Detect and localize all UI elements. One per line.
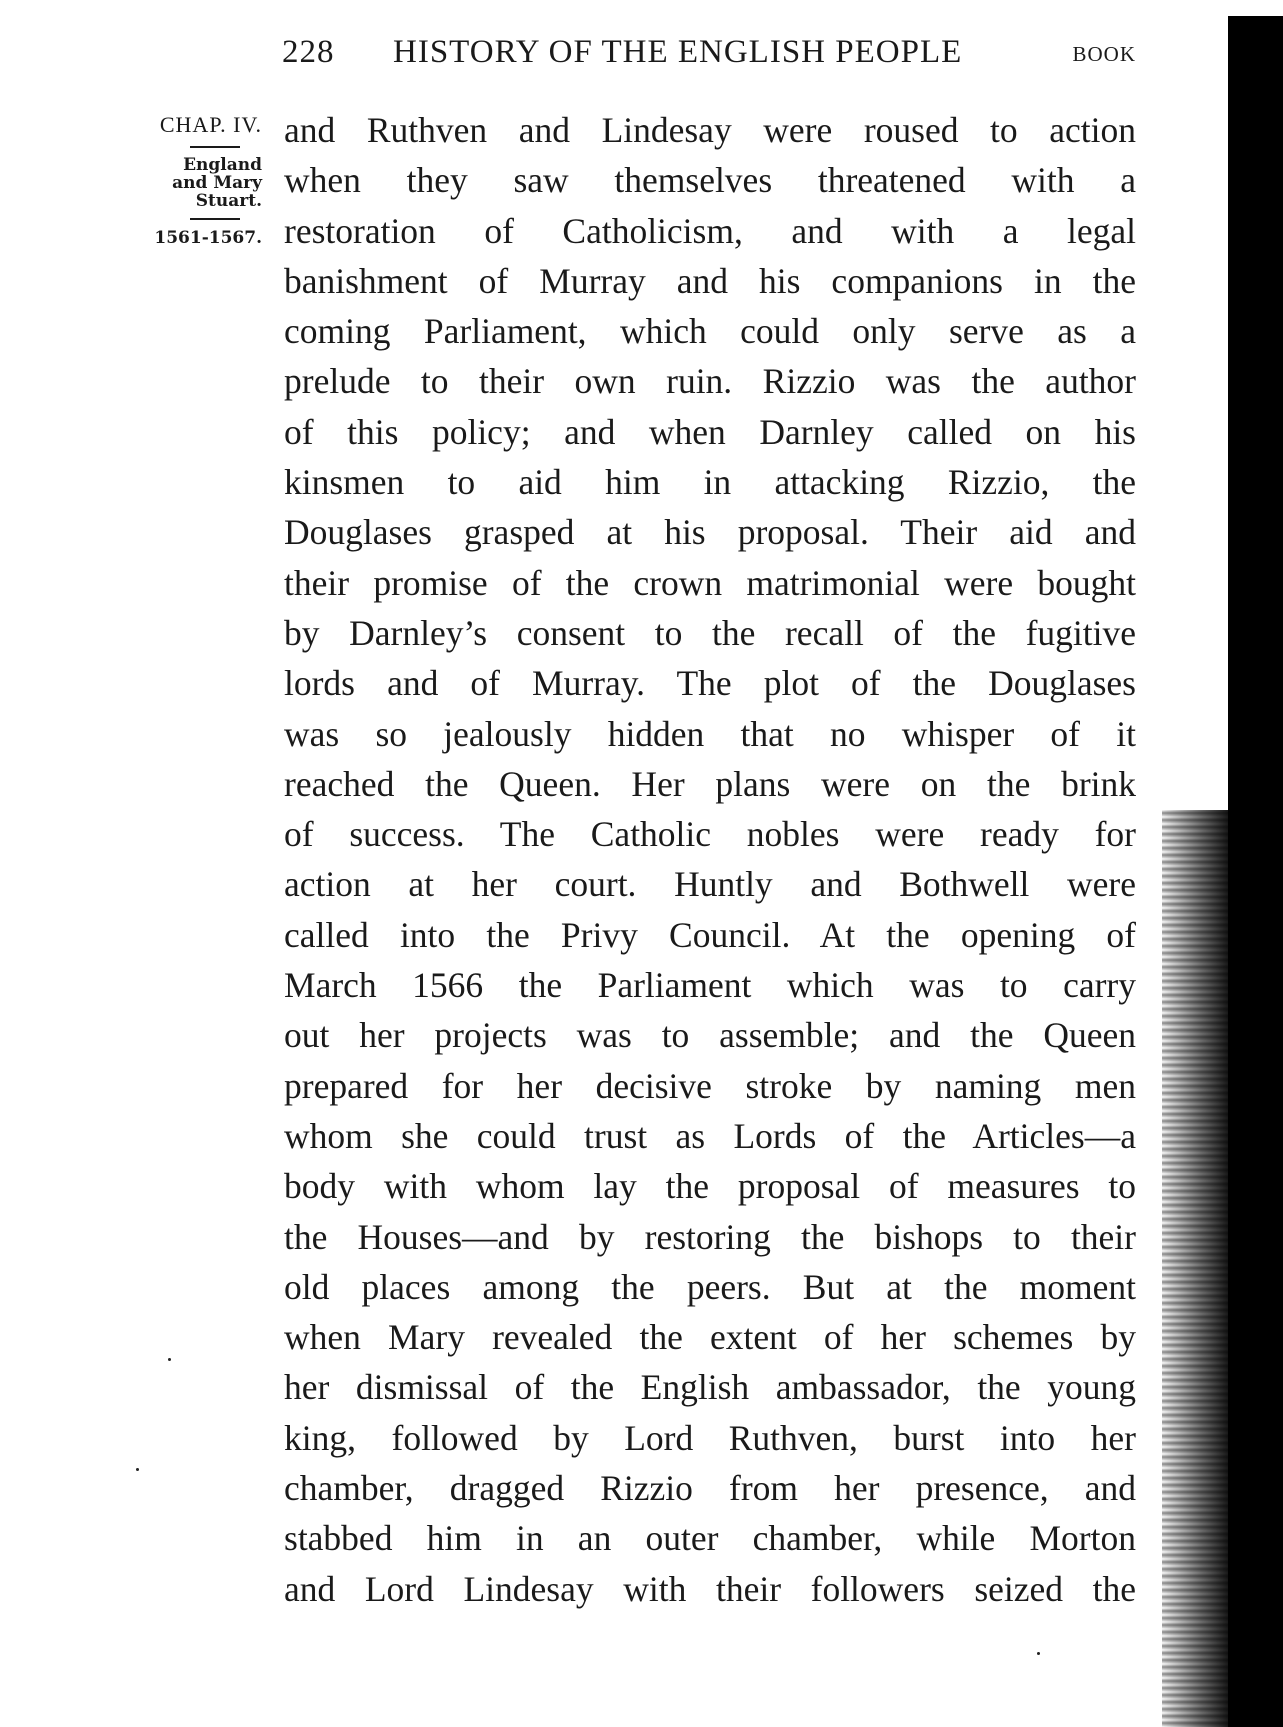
ink-speck bbox=[136, 1468, 139, 1471]
text-line: lords and of Murray. The plot of the Douglases bbox=[284, 663, 1136, 704]
running-title: HISTORY OF THE ENGLISH PEOPLE bbox=[393, 34, 963, 70]
text-line: banishment of Murray and his companions in the bbox=[284, 260, 1136, 301]
text-line: whom she could trust as Lords of the Articles—a bbox=[284, 1115, 1136, 1156]
text-line: stabbed him in an outer chamber, while Morton bbox=[284, 1518, 1136, 1559]
text-line: reached the Queen. Her plans were on the brink bbox=[284, 763, 1136, 804]
sidenote-rule bbox=[190, 146, 240, 148]
text-line: their promise of the crown matrimonial were bought bbox=[284, 562, 1136, 603]
ink-speck bbox=[168, 1358, 171, 1361]
text-line: when Mary revealed the extent of her schemes by bbox=[284, 1317, 1136, 1358]
text-line: the Houses—and by restoring the bishops to their bbox=[284, 1216, 1136, 1257]
text-line: prelude to their own ruin. Rizzio was the author bbox=[284, 361, 1136, 402]
sidenote-title-line-1: England bbox=[183, 155, 262, 175]
text-line: old places among the peers. But at the moment bbox=[284, 1266, 1136, 1307]
text-line: body with whom lay the proposal of measures to bbox=[284, 1166, 1136, 1207]
text-line: and Lord Lindesay with their followers seized the bbox=[284, 1568, 1136, 1609]
text-line: her dismissal of the English ambassador, the young bbox=[284, 1367, 1136, 1408]
text-line: chamber, dragged Rizzio from her presence, and bbox=[284, 1468, 1136, 1509]
sidenote-title-line-2: and Mary bbox=[172, 173, 262, 193]
page-edge-shadow bbox=[1228, 16, 1283, 1727]
text-line: of success. The Catholic nobles were ready for bbox=[284, 814, 1136, 855]
body-text bbox=[284, 105, 1136, 1614]
text-line: called into the Privy Council. At the opening of bbox=[284, 914, 1136, 955]
text-line: was so jealously hidden that no whisper of it bbox=[284, 713, 1136, 754]
text-line: action at her court. Huntly and Bothwell were bbox=[284, 864, 1136, 905]
page-number: 228 bbox=[282, 34, 335, 70]
ink-speck bbox=[1037, 1652, 1040, 1655]
text-line: Douglases grasped at his proposal. Their aid and bbox=[284, 512, 1136, 553]
text-line: restoration of Catholicism, and with a legal bbox=[284, 210, 1136, 251]
text-line: coming Parliament, which could only serve as a bbox=[284, 311, 1136, 352]
sidenote-rule bbox=[190, 218, 240, 220]
text-line: kinsmen to aid him in attacking Rizzio, the bbox=[284, 462, 1136, 503]
text-line: king, followed by Lord Ruthven, burst into her bbox=[284, 1417, 1136, 1458]
text-line: and Ruthven and Lindesay were roused to action bbox=[284, 110, 1136, 150]
text-line: prepared for her decisive stroke by naming men bbox=[284, 1065, 1136, 1106]
chapter-label: CHAP. IV. bbox=[159, 112, 262, 137]
book-label: BOOK bbox=[1072, 42, 1136, 66]
text-line: out her projects was to assemble; and the Queen bbox=[284, 1015, 1136, 1056]
text-line: by Darnley’s consent to the recall of the fugitive bbox=[284, 612, 1136, 653]
running-head bbox=[282, 28, 1136, 76]
margin-notes bbox=[118, 112, 262, 248]
page-edge-shadow-fringe bbox=[1162, 810, 1232, 1727]
text-line: March 1566 the Parliament which was to carry bbox=[284, 965, 1136, 1006]
text-line: of this policy; and when Darnley called on his bbox=[284, 411, 1136, 452]
sidenote-title-line-3: Stuart. bbox=[195, 191, 262, 211]
text-line: when they saw themselves threatened with a bbox=[284, 160, 1136, 201]
sidenote-dates: 1561-1567. bbox=[154, 228, 262, 248]
